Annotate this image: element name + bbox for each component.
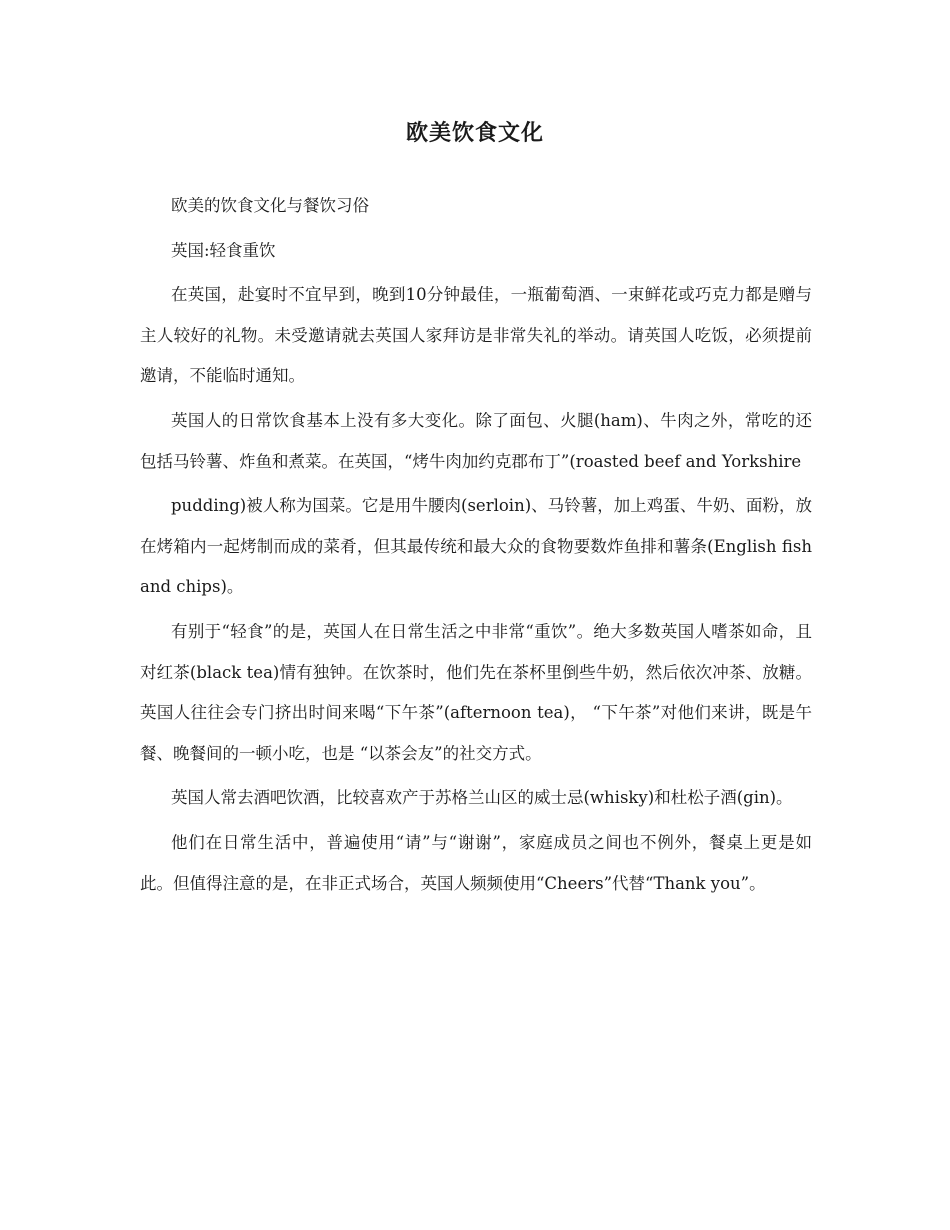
paragraph-national-dish: pudding)被人称为国菜。它是用牛腰肉(serloin)、马铃薯，加上鸡蛋、牛奶、面粉，放在烤箱内一起烤制而成的菜肴，但其最传统和最大众的食物要数炸鱼排和薯条(English fish and chips)。 bbox=[140, 496, 812, 597]
paragraph-politeness: 他们在日常生活中，普遍使用“请”与“谢谢”，家庭成员之间也不例外，餐桌上更是如此。但值得注意的是，在非正式场合，英国人频频使用“Cheers”代替“Thank you”。 bbox=[140, 832, 812, 893]
paragraph-pub-drinking: 英国人常去酒吧饮酒，比较喜欢产于苏格兰山区的威士忌(whisky)和杜松子酒(gin)。 bbox=[171, 788, 793, 808]
paragraph-subtitle: 欧美的饮食文化与餐饮习俗 bbox=[171, 196, 369, 215]
document-title: 欧美饮食文化 bbox=[405, 120, 544, 146]
paragraph-dining-etiquette: 在英国，赴宴时不宜早到，晚到10分钟最佳，一瓶葡萄酒、一束鲜花或巧克力都是赠与主人较好的礼物。未受邀请就去英国人家拜访是非常失礼的举动。请英国人吃饭，必须提前邀请，不能临时通知。 bbox=[140, 285, 812, 386]
document-body bbox=[140, 186, 812, 908]
paragraph-tea-culture: 有别于“轻食”的是，英国人在日常生活之中非常“重饮”。绝大多数英国人嗜茶如命，且对红茶(black tea)情有独钟。在饮茶时，他们先在茶杯里倒些牛奶，然后依次冲茶、放糖。英国人往往会专门挤出时间来喝“下午茶”(afternoon tea)， “下午茶”对他们来讲，既是午餐、晚餐间的一顿小吃，也是 “以茶会友”的社交方式。 bbox=[140, 621, 812, 763]
paragraph-daily-diet: 英国人的日常饮食基本上没有多大变化。除了面包、火腿(ham)、牛肉之外，常吃的还包括马铃薯、炸鱼和煮菜。在英国，“烤牛肉加约克郡布丁”(roasted beef and Yorkshire bbox=[140, 410, 812, 471]
paragraph-section-heading: 英国:轻食重饮 bbox=[171, 240, 276, 260]
